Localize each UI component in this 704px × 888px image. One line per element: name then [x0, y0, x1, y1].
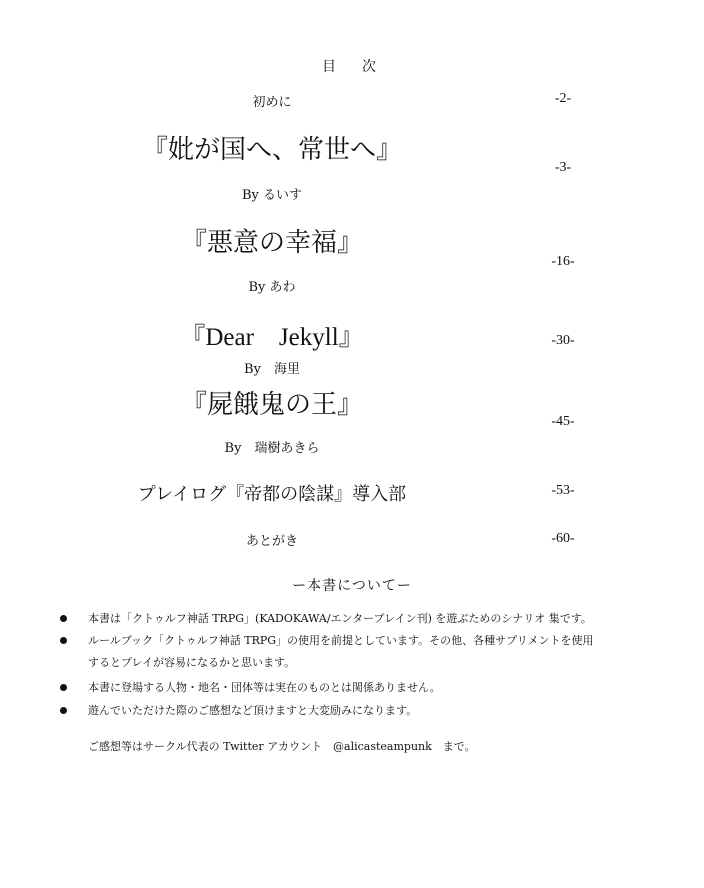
- toc-entry-author: By るいす: [241, 188, 303, 203]
- toc-entry-page: -16-: [551, 254, 575, 269]
- bullet-continuation: するとプレイが容易になるかと思います。: [88, 656, 296, 669]
- toc-heading: 目 次: [322, 59, 382, 75]
- toc-entry-title: あとがき: [245, 534, 299, 549]
- bullet-text: 本書に登場する人物・地名・団体等は実在のものとは関係ありません。: [88, 681, 441, 694]
- bullet-icon: [60, 684, 67, 691]
- toc-entry-author: By 瑞樹あきら: [224, 441, 320, 456]
- toc-entry-page: -3-: [554, 160, 572, 175]
- bullet-text: 本書は「クトゥルフ神話 TRPG」(KADOKAWA/エンターブレイン刊) を遊ぶためのシナリオ 集です。: [88, 612, 592, 625]
- toc-entry-page: -30-: [551, 333, 575, 348]
- bullet-text: 遊んでいただけた際のご感想など頂けますと大変励みになります。: [88, 704, 418, 717]
- bullet-icon: [60, 615, 67, 622]
- bullet-icon: [60, 637, 67, 644]
- toc-entry-page: -45-: [551, 414, 575, 429]
- toc-entry-page: -60-: [551, 531, 575, 546]
- about-heading: ー本書についてー: [292, 578, 412, 594]
- toc-entry-title: 初めに: [252, 95, 292, 110]
- toc-entry-title: 『妣が国へ、常世へ』: [141, 135, 403, 165]
- toc-entry-author: By 海里: [244, 362, 300, 377]
- toc-entry-title: 『屍餓鬼の王』: [180, 390, 364, 420]
- toc-entry-page: -2-: [554, 91, 572, 106]
- toc-entry-title: 『悪意の幸福』: [180, 228, 364, 258]
- toc-entry-page: -53-: [551, 483, 575, 498]
- toc-entry-title: プレイログ『帝都の陰謀』導入部: [137, 484, 407, 505]
- bullet-text: ルールブック「クトゥルフ神話 TRPG」の使用を前提としています。その他、各種サプリメントを使用: [88, 634, 594, 647]
- toc-entry-author: By あわ: [248, 280, 296, 295]
- closing-note: ご感想等はサークル代表の Twitter アカウント @alicasteampunk まで。: [88, 740, 476, 753]
- toc-entry-title: 『Dear Jekyll』: [180, 324, 364, 351]
- bullet-icon: [60, 707, 67, 714]
